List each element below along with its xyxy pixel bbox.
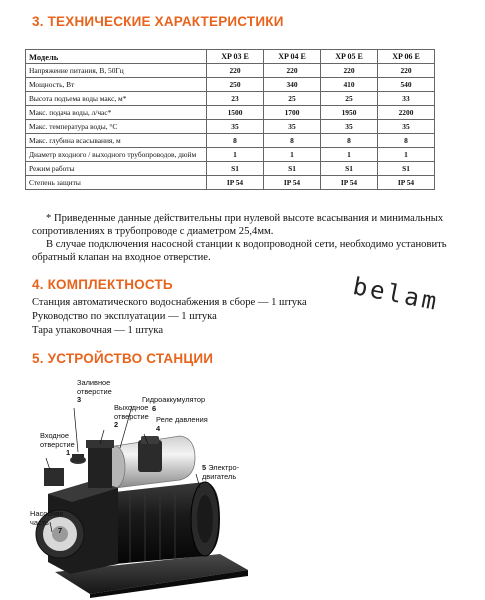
spec-value-cell: 220 bbox=[378, 64, 435, 78]
spec-value-cell: 8 bbox=[378, 134, 435, 148]
spec-table-row bbox=[26, 148, 435, 162]
spec-param-cell: Макс. температура воды, °С bbox=[26, 120, 207, 134]
spec-value-cell: 1 bbox=[264, 148, 321, 162]
spec-value-cell: 220 bbox=[321, 64, 378, 78]
section-5-title: 5. УСТРОЙСТВО СТАНЦИИ bbox=[32, 351, 214, 366]
spec-table-row bbox=[26, 176, 435, 190]
spec-value-cell: S1 bbox=[378, 162, 435, 176]
header-xp05: XP 05 E bbox=[321, 50, 378, 64]
label-number-1: 1 bbox=[66, 448, 71, 457]
label-number-3: 3 bbox=[77, 395, 82, 404]
label-pressure-switch: Реле давления 4 bbox=[156, 415, 208, 433]
header-model: Модель bbox=[26, 50, 207, 64]
kit-item: Станция автоматического водоснабжения в сборе — 1 штука bbox=[32, 297, 307, 308]
spec-value-cell: 25 bbox=[321, 92, 378, 106]
spec-value-cell: 8 bbox=[264, 134, 321, 148]
spec-param-cell: Макс. глубина всасывания, м bbox=[26, 134, 207, 148]
spec-table-row bbox=[26, 134, 435, 148]
spec-value-cell: 1700 bbox=[264, 106, 321, 120]
spec-param-cell: Режим работы bbox=[26, 162, 207, 176]
section-4-title: 4. КОМПЛЕКТНОСТЬ bbox=[32, 277, 173, 292]
label-filling-hole: Заливное отверстие 3 bbox=[77, 378, 112, 404]
section-3-title: 3. ТЕХНИЧЕСКИЕ ХАРАКТЕРИСТИКИ bbox=[32, 14, 284, 29]
spec-value-cell: 1500 bbox=[207, 106, 264, 120]
label-outlet: Выходное отверстие 2 bbox=[114, 403, 149, 429]
label-number-7: 7 bbox=[58, 526, 63, 535]
spec-table-header-row bbox=[26, 50, 435, 64]
watermark-text: belam bbox=[350, 272, 442, 317]
spec-value-cell: 33 bbox=[378, 92, 435, 106]
spec-table-row bbox=[26, 162, 435, 176]
spec-value-cell: 220 bbox=[207, 64, 264, 78]
inlet-port bbox=[44, 468, 64, 486]
spec-table-row bbox=[26, 78, 435, 92]
label-number-2: 2 bbox=[114, 420, 119, 429]
note-paragraph: * Приведенные данные действительны при нулевой высоте всасывания и минимальных сопротивлениях в трубопроводе с диаметром 25,4мм. bbox=[32, 213, 444, 237]
spec-value-cell: 250 bbox=[207, 78, 264, 92]
spec-param-cell: Макс. подача воды, л/час* bbox=[26, 106, 207, 120]
label-number-4: 4 bbox=[156, 423, 161, 433]
spec-value-cell: 8 bbox=[321, 134, 378, 148]
spec-param-cell: Диаметр входного / выходного трубопроводов, дюйм bbox=[26, 148, 207, 162]
spec-value-cell: 25 bbox=[264, 92, 321, 106]
spec-param-cell: Мощность, Вт bbox=[26, 78, 207, 92]
spec-value-cell: 410 bbox=[321, 78, 378, 92]
spec-value-cell: 1 bbox=[321, 148, 378, 162]
label-accumulator: Гидроаккумулятор 6 bbox=[142, 395, 206, 413]
spec-value-cell: 23 bbox=[207, 92, 264, 106]
spec-value-cell: IP 54 bbox=[207, 176, 264, 190]
label-number-6: 6 bbox=[152, 403, 157, 413]
spec-param-cell: Высота подъема воды макс, м* bbox=[26, 92, 207, 106]
spec-table bbox=[25, 49, 435, 190]
spec-param-cell: Напряжение питания, В, 50Гц bbox=[26, 64, 207, 78]
spec-value-cell: 340 bbox=[264, 78, 321, 92]
spec-value-cell: 540 bbox=[378, 78, 435, 92]
spec-value-cell: 1 bbox=[378, 148, 435, 162]
spec-value-cell: 1950 bbox=[321, 106, 378, 120]
spec-value-cell: S1 bbox=[207, 162, 264, 176]
spec-value-cell: 35 bbox=[321, 120, 378, 134]
spec-value-cell: 35 bbox=[264, 120, 321, 134]
pressure-switch bbox=[138, 440, 162, 472]
spec-value-cell: S1 bbox=[321, 162, 378, 176]
spec-value-cell: 35 bbox=[207, 120, 264, 134]
spec-value-cell: 35 bbox=[378, 120, 435, 134]
spec-table-row bbox=[26, 92, 435, 106]
spec-value-cell: 1 bbox=[207, 148, 264, 162]
label-number-5: 5 bbox=[202, 463, 207, 472]
header-xp03: XP 03 E bbox=[207, 50, 264, 64]
spec-value-cell: IP 54 bbox=[264, 176, 321, 190]
label-intake: Входное отверстие 1 bbox=[40, 431, 75, 457]
spec-value-cell: IP 54 bbox=[321, 176, 378, 190]
spec-value-cell: IP 54 bbox=[378, 176, 435, 190]
header-xp04: XP 04 E bbox=[264, 50, 321, 64]
kit-item: Тара упаковочная — 1 штука bbox=[32, 325, 164, 336]
spec-value-cell: S1 bbox=[264, 162, 321, 176]
header-xp06: XP 06 E bbox=[378, 50, 435, 64]
spec-table-row bbox=[26, 64, 435, 78]
kit-item: Руководство по эксплуатации — 1 штука bbox=[32, 311, 217, 322]
spec-value-cell: 2200 bbox=[378, 106, 435, 120]
spec-value-cell: 220 bbox=[264, 64, 321, 78]
outlet-block bbox=[88, 444, 112, 488]
connection-paragraph: В случае подключения насосной станции к водопроводной сети, необходимо установить обратный клапан на входное отверстие. bbox=[32, 239, 447, 263]
spec-param-cell: Степень защиты bbox=[26, 176, 207, 190]
spec-table-row bbox=[26, 120, 435, 134]
spec-table-row bbox=[26, 106, 435, 120]
spec-value-cell: 8 bbox=[207, 134, 264, 148]
label-motor: 5 Электро- двигатель bbox=[202, 463, 240, 481]
label-pump-part: Насосная часть 7 bbox=[30, 509, 64, 535]
